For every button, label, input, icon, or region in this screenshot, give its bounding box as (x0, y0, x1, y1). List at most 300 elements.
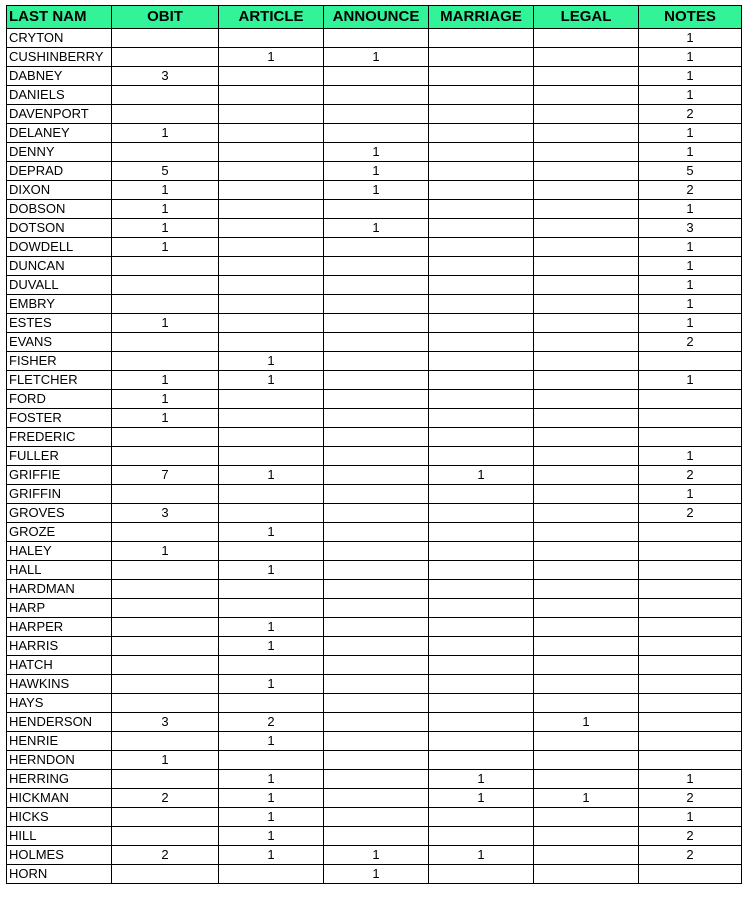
cell-legal[interactable] (534, 827, 639, 846)
cell-legal[interactable] (534, 466, 639, 485)
cell-article[interactable] (219, 124, 324, 143)
cell-last-name[interactable]: FISHER (7, 352, 112, 371)
cell-legal[interactable] (534, 162, 639, 181)
cell-announce[interactable] (324, 789, 429, 808)
cell-obit[interactable] (112, 48, 219, 67)
cell-marriage[interactable] (429, 105, 534, 124)
cell-article[interactable]: 2 (219, 713, 324, 732)
cell-legal[interactable] (534, 846, 639, 865)
cell-obit[interactable]: 3 (112, 504, 219, 523)
cell-legal[interactable] (534, 219, 639, 238)
cell-marriage[interactable] (429, 561, 534, 580)
cell-last-name[interactable]: FULLER (7, 447, 112, 466)
cell-legal[interactable] (534, 352, 639, 371)
cell-legal[interactable] (534, 371, 639, 390)
cell-last-name[interactable]: HENRIE (7, 732, 112, 751)
cell-last-name[interactable]: DELANEY (7, 124, 112, 143)
cell-marriage[interactable] (429, 694, 534, 713)
cell-notes[interactable] (639, 732, 742, 751)
cell-legal[interactable] (534, 637, 639, 656)
cell-article[interactable]: 1 (219, 523, 324, 542)
cell-legal[interactable] (534, 257, 639, 276)
cell-obit[interactable]: 2 (112, 846, 219, 865)
cell-legal[interactable] (534, 808, 639, 827)
cell-article[interactable] (219, 580, 324, 599)
cell-notes[interactable]: 1 (639, 276, 742, 295)
cell-article[interactable] (219, 656, 324, 675)
cell-marriage[interactable] (429, 371, 534, 390)
cell-marriage[interactable] (429, 808, 534, 827)
cell-article[interactable] (219, 504, 324, 523)
cell-last-name[interactable]: DUVALL (7, 276, 112, 295)
cell-obit[interactable]: 5 (112, 162, 219, 181)
cell-obit[interactable] (112, 447, 219, 466)
cell-obit[interactable] (112, 523, 219, 542)
cell-announce[interactable] (324, 314, 429, 333)
cell-legal[interactable] (534, 29, 639, 48)
cell-announce[interactable] (324, 808, 429, 827)
cell-last-name[interactable]: HICKMAN (7, 789, 112, 808)
cell-obit[interactable] (112, 808, 219, 827)
cell-marriage[interactable] (429, 29, 534, 48)
cell-notes[interactable]: 1 (639, 485, 742, 504)
cell-announce[interactable] (324, 295, 429, 314)
cell-last-name[interactable]: DOBSON (7, 200, 112, 219)
header-obit[interactable]: OBIT (112, 6, 219, 29)
header-announce[interactable]: ANNOUNCE (324, 6, 429, 29)
cell-legal[interactable] (534, 580, 639, 599)
cell-marriage[interactable] (429, 523, 534, 542)
cell-last-name[interactable]: HAYS (7, 694, 112, 713)
cell-obit[interactable]: 2 (112, 789, 219, 808)
cell-marriage[interactable] (429, 618, 534, 637)
cell-obit[interactable] (112, 561, 219, 580)
cell-marriage[interactable] (429, 485, 534, 504)
cell-marriage[interactable] (429, 67, 534, 86)
cell-notes[interactable] (639, 428, 742, 447)
cell-announce[interactable] (324, 504, 429, 523)
cell-article[interactable]: 1 (219, 770, 324, 789)
cell-last-name[interactable]: FLETCHER (7, 371, 112, 390)
cell-last-name[interactable]: EVANS (7, 333, 112, 352)
cell-article[interactable]: 1 (219, 371, 324, 390)
cell-obit[interactable] (112, 732, 219, 751)
cell-last-name[interactable]: HARP (7, 599, 112, 618)
cell-article[interactable] (219, 694, 324, 713)
cell-notes[interactable] (639, 865, 742, 884)
cell-legal[interactable] (534, 105, 639, 124)
cell-last-name[interactable]: GROVES (7, 504, 112, 523)
cell-last-name[interactable]: DOWDELL (7, 238, 112, 257)
cell-obit[interactable] (112, 105, 219, 124)
cell-legal[interactable] (534, 409, 639, 428)
cell-article[interactable]: 1 (219, 789, 324, 808)
cell-legal[interactable] (534, 447, 639, 466)
cell-article[interactable] (219, 447, 324, 466)
cell-announce[interactable] (324, 751, 429, 770)
cell-announce[interactable] (324, 371, 429, 390)
cell-notes[interactable]: 2 (639, 827, 742, 846)
cell-article[interactable]: 1 (219, 846, 324, 865)
cell-announce[interactable] (324, 732, 429, 751)
cell-last-name[interactable]: GROZE (7, 523, 112, 542)
cell-announce[interactable] (324, 523, 429, 542)
cell-announce[interactable] (324, 428, 429, 447)
cell-marriage[interactable] (429, 124, 534, 143)
cell-obit[interactable] (112, 333, 219, 352)
cell-obit[interactable]: 1 (112, 314, 219, 333)
cell-obit[interactable] (112, 694, 219, 713)
cell-legal[interactable] (534, 485, 639, 504)
cell-marriage[interactable] (429, 409, 534, 428)
cell-legal[interactable] (534, 694, 639, 713)
cell-marriage[interactable] (429, 333, 534, 352)
cell-marriage[interactable] (429, 751, 534, 770)
cell-legal[interactable] (534, 542, 639, 561)
header-marriage[interactable]: MARRIAGE (429, 6, 534, 29)
cell-announce[interactable] (324, 390, 429, 409)
cell-obit[interactable]: 1 (112, 238, 219, 257)
cell-marriage[interactable]: 1 (429, 789, 534, 808)
cell-marriage[interactable] (429, 504, 534, 523)
cell-last-name[interactable]: GRIFFIE (7, 466, 112, 485)
cell-notes[interactable]: 1 (639, 808, 742, 827)
cell-notes[interactable] (639, 751, 742, 770)
cell-marriage[interactable] (429, 86, 534, 105)
cell-last-name[interactable]: HALL (7, 561, 112, 580)
cell-notes[interactable]: 1 (639, 67, 742, 86)
cell-article[interactable]: 1 (219, 352, 324, 371)
cell-announce[interactable] (324, 257, 429, 276)
cell-legal[interactable] (534, 656, 639, 675)
cell-legal[interactable] (534, 238, 639, 257)
cell-obit[interactable] (112, 770, 219, 789)
cell-last-name[interactable]: HARRIS (7, 637, 112, 656)
cell-marriage[interactable] (429, 865, 534, 884)
cell-article[interactable]: 1 (219, 732, 324, 751)
cell-announce[interactable] (324, 352, 429, 371)
cell-legal[interactable] (534, 143, 639, 162)
cell-obit[interactable]: 1 (112, 390, 219, 409)
cell-marriage[interactable] (429, 827, 534, 846)
cell-obit[interactable] (112, 580, 219, 599)
cell-marriage[interactable] (429, 428, 534, 447)
cell-announce[interactable]: 1 (324, 865, 429, 884)
cell-marriage[interactable] (429, 295, 534, 314)
cell-legal[interactable] (534, 333, 639, 352)
cell-announce[interactable]: 1 (324, 162, 429, 181)
cell-article[interactable] (219, 865, 324, 884)
cell-last-name[interactable]: DENNY (7, 143, 112, 162)
cell-marriage[interactable] (429, 675, 534, 694)
cell-article[interactable] (219, 751, 324, 770)
cell-notes[interactable]: 1 (639, 29, 742, 48)
cell-notes[interactable] (639, 618, 742, 637)
cell-marriage[interactable] (429, 48, 534, 67)
cell-article[interactable] (219, 390, 324, 409)
cell-article[interactable]: 1 (219, 48, 324, 67)
cell-notes[interactable]: 1 (639, 124, 742, 143)
cell-notes[interactable] (639, 561, 742, 580)
cell-last-name[interactable]: DANIELS (7, 86, 112, 105)
cell-obit[interactable] (112, 656, 219, 675)
cell-announce[interactable] (324, 561, 429, 580)
cell-article[interactable]: 1 (219, 675, 324, 694)
cell-article[interactable] (219, 67, 324, 86)
cell-last-name[interactable]: DEPRAD (7, 162, 112, 181)
cell-announce[interactable] (324, 67, 429, 86)
cell-last-name[interactable]: HOLMES (7, 846, 112, 865)
cell-article[interactable] (219, 333, 324, 352)
cell-announce[interactable] (324, 599, 429, 618)
cell-obit[interactable]: 1 (112, 124, 219, 143)
cell-notes[interactable]: 3 (639, 219, 742, 238)
cell-announce[interactable]: 1 (324, 219, 429, 238)
cell-obit[interactable]: 1 (112, 751, 219, 770)
cell-notes[interactable]: 2 (639, 789, 742, 808)
cell-announce[interactable]: 1 (324, 48, 429, 67)
cell-notes[interactable] (639, 637, 742, 656)
cell-announce[interactable] (324, 29, 429, 48)
cell-marriage[interactable] (429, 390, 534, 409)
cell-article[interactable]: 1 (219, 561, 324, 580)
cell-article[interactable] (219, 105, 324, 124)
cell-article[interactable] (219, 257, 324, 276)
cell-notes[interactable]: 5 (639, 162, 742, 181)
cell-obit[interactable]: 1 (112, 219, 219, 238)
cell-notes[interactable]: 2 (639, 846, 742, 865)
cell-legal[interactable] (534, 67, 639, 86)
cell-notes[interactable] (639, 523, 742, 542)
cell-last-name[interactable]: DUNCAN (7, 257, 112, 276)
cell-obit[interactable] (112, 295, 219, 314)
cell-obit[interactable] (112, 86, 219, 105)
cell-notes[interactable] (639, 542, 742, 561)
cell-marriage[interactable] (429, 580, 534, 599)
cell-article[interactable]: 1 (219, 808, 324, 827)
cell-announce[interactable] (324, 238, 429, 257)
cell-announce[interactable] (324, 770, 429, 789)
cell-announce[interactable] (324, 580, 429, 599)
cell-marriage[interactable] (429, 656, 534, 675)
cell-legal[interactable] (534, 732, 639, 751)
cell-last-name[interactable]: HERRING (7, 770, 112, 789)
cell-marriage[interactable] (429, 352, 534, 371)
cell-last-name[interactable]: HENDERSON (7, 713, 112, 732)
cell-last-name[interactable]: HATCH (7, 656, 112, 675)
cell-obit[interactable] (112, 352, 219, 371)
cell-announce[interactable] (324, 86, 429, 105)
cell-announce[interactable] (324, 827, 429, 846)
cell-article[interactable] (219, 238, 324, 257)
cell-obit[interactable] (112, 618, 219, 637)
cell-legal[interactable]: 1 (534, 789, 639, 808)
cell-legal[interactable] (534, 770, 639, 789)
cell-obit[interactable] (112, 865, 219, 884)
cell-notes[interactable]: 1 (639, 48, 742, 67)
cell-marriage[interactable]: 1 (429, 770, 534, 789)
cell-marriage[interactable] (429, 314, 534, 333)
cell-notes[interactable]: 1 (639, 371, 742, 390)
cell-notes[interactable]: 1 (639, 238, 742, 257)
cell-last-name[interactable]: HERNDON (7, 751, 112, 770)
cell-marriage[interactable] (429, 219, 534, 238)
cell-legal[interactable] (534, 523, 639, 542)
cell-legal[interactable] (534, 428, 639, 447)
cell-last-name[interactable]: HARDMAN (7, 580, 112, 599)
cell-article[interactable] (219, 542, 324, 561)
cell-marriage[interactable] (429, 732, 534, 751)
cell-notes[interactable] (639, 390, 742, 409)
cell-announce[interactable] (324, 656, 429, 675)
cell-notes[interactable]: 1 (639, 86, 742, 105)
cell-legal[interactable] (534, 48, 639, 67)
cell-article[interactable] (219, 485, 324, 504)
cell-last-name[interactable]: FREDERIC (7, 428, 112, 447)
cell-last-name[interactable]: DAVENPORT (7, 105, 112, 124)
cell-obit[interactable] (112, 599, 219, 618)
cell-article[interactable] (219, 181, 324, 200)
cell-last-name[interactable]: DABNEY (7, 67, 112, 86)
cell-obit[interactable]: 1 (112, 542, 219, 561)
cell-article[interactable]: 1 (219, 637, 324, 656)
cell-article[interactable] (219, 409, 324, 428)
cell-obit[interactable] (112, 257, 219, 276)
cell-notes[interactable] (639, 694, 742, 713)
cell-legal[interactable] (534, 86, 639, 105)
cell-last-name[interactable]: DOTSON (7, 219, 112, 238)
cell-article[interactable] (219, 599, 324, 618)
cell-notes[interactable] (639, 352, 742, 371)
cell-legal[interactable] (534, 618, 639, 637)
cell-legal[interactable] (534, 865, 639, 884)
header-notes[interactable]: NOTES (639, 6, 742, 29)
cell-article[interactable] (219, 314, 324, 333)
cell-last-name[interactable]: HAWKINS (7, 675, 112, 694)
cell-notes[interactable]: 1 (639, 295, 742, 314)
cell-announce[interactable] (324, 542, 429, 561)
cell-obit[interactable] (112, 675, 219, 694)
cell-obit[interactable]: 1 (112, 409, 219, 428)
cell-notes[interactable]: 2 (639, 105, 742, 124)
cell-legal[interactable] (534, 751, 639, 770)
cell-legal[interactable] (534, 276, 639, 295)
cell-marriage[interactable] (429, 637, 534, 656)
cell-announce[interactable] (324, 105, 429, 124)
cell-announce[interactable]: 1 (324, 846, 429, 865)
cell-legal[interactable] (534, 314, 639, 333)
cell-last-name[interactable]: DIXON (7, 181, 112, 200)
cell-notes[interactable]: 1 (639, 143, 742, 162)
cell-marriage[interactable] (429, 143, 534, 162)
cell-obit[interactable] (112, 143, 219, 162)
cell-marriage[interactable]: 1 (429, 466, 534, 485)
cell-last-name[interactable]: HORN (7, 865, 112, 884)
cell-marriage[interactable] (429, 257, 534, 276)
cell-notes[interactable]: 2 (639, 333, 742, 352)
cell-announce[interactable] (324, 409, 429, 428)
cell-last-name[interactable]: HICKS (7, 808, 112, 827)
cell-notes[interactable] (639, 599, 742, 618)
cell-article[interactable] (219, 428, 324, 447)
cell-article[interactable] (219, 219, 324, 238)
cell-obit[interactable] (112, 827, 219, 846)
header-last-name[interactable]: LAST NAM (7, 6, 112, 29)
cell-marriage[interactable] (429, 599, 534, 618)
cell-article[interactable] (219, 295, 324, 314)
cell-article[interactable]: 1 (219, 827, 324, 846)
cell-marriage[interactable] (429, 447, 534, 466)
cell-marriage[interactable] (429, 181, 534, 200)
cell-notes[interactable]: 1 (639, 257, 742, 276)
cell-last-name[interactable]: HALEY (7, 542, 112, 561)
cell-marriage[interactable] (429, 200, 534, 219)
cell-last-name[interactable]: FOSTER (7, 409, 112, 428)
cell-notes[interactable] (639, 656, 742, 675)
cell-obit[interactable] (112, 29, 219, 48)
cell-notes[interactable]: 1 (639, 314, 742, 333)
cell-article[interactable]: 1 (219, 466, 324, 485)
cell-article[interactable] (219, 162, 324, 181)
cell-notes[interactable] (639, 409, 742, 428)
cell-obit[interactable]: 1 (112, 371, 219, 390)
cell-last-name[interactable]: FORD (7, 390, 112, 409)
cell-legal[interactable] (534, 561, 639, 580)
cell-announce[interactable] (324, 124, 429, 143)
cell-legal[interactable] (534, 295, 639, 314)
cell-article[interactable] (219, 200, 324, 219)
cell-announce[interactable] (324, 618, 429, 637)
header-legal[interactable]: LEGAL (534, 6, 639, 29)
cell-announce[interactable] (324, 694, 429, 713)
cell-notes[interactable]: 2 (639, 466, 742, 485)
cell-last-name[interactable]: EMBRY (7, 295, 112, 314)
cell-announce[interactable] (324, 675, 429, 694)
cell-notes[interactable]: 2 (639, 181, 742, 200)
cell-announce[interactable] (324, 466, 429, 485)
cell-last-name[interactable]: CUSHINBERRY (7, 48, 112, 67)
cell-last-name[interactable]: HILL (7, 827, 112, 846)
cell-marriage[interactable] (429, 162, 534, 181)
cell-article[interactable]: 1 (219, 618, 324, 637)
cell-legal[interactable] (534, 599, 639, 618)
cell-notes[interactable]: 1 (639, 200, 742, 219)
cell-marriage[interactable]: 1 (429, 846, 534, 865)
cell-legal[interactable] (534, 675, 639, 694)
cell-announce[interactable]: 1 (324, 143, 429, 162)
cell-obit[interactable] (112, 428, 219, 447)
cell-last-name[interactable]: CRYTON (7, 29, 112, 48)
cell-legal[interactable] (534, 124, 639, 143)
cell-obit[interactable]: 3 (112, 67, 219, 86)
cell-legal[interactable] (534, 181, 639, 200)
cell-announce[interactable] (324, 200, 429, 219)
cell-announce[interactable] (324, 485, 429, 504)
cell-notes[interactable]: 1 (639, 770, 742, 789)
cell-announce[interactable] (324, 447, 429, 466)
cell-marriage[interactable] (429, 713, 534, 732)
cell-obit[interactable]: 7 (112, 466, 219, 485)
cell-marriage[interactable] (429, 238, 534, 257)
cell-last-name[interactable]: ESTES (7, 314, 112, 333)
cell-obit[interactable]: 1 (112, 200, 219, 219)
cell-announce[interactable] (324, 713, 429, 732)
cell-article[interactable] (219, 276, 324, 295)
cell-notes[interactable]: 1 (639, 447, 742, 466)
cell-marriage[interactable] (429, 542, 534, 561)
cell-last-name[interactable]: GRIFFIN (7, 485, 112, 504)
cell-obit[interactable] (112, 276, 219, 295)
